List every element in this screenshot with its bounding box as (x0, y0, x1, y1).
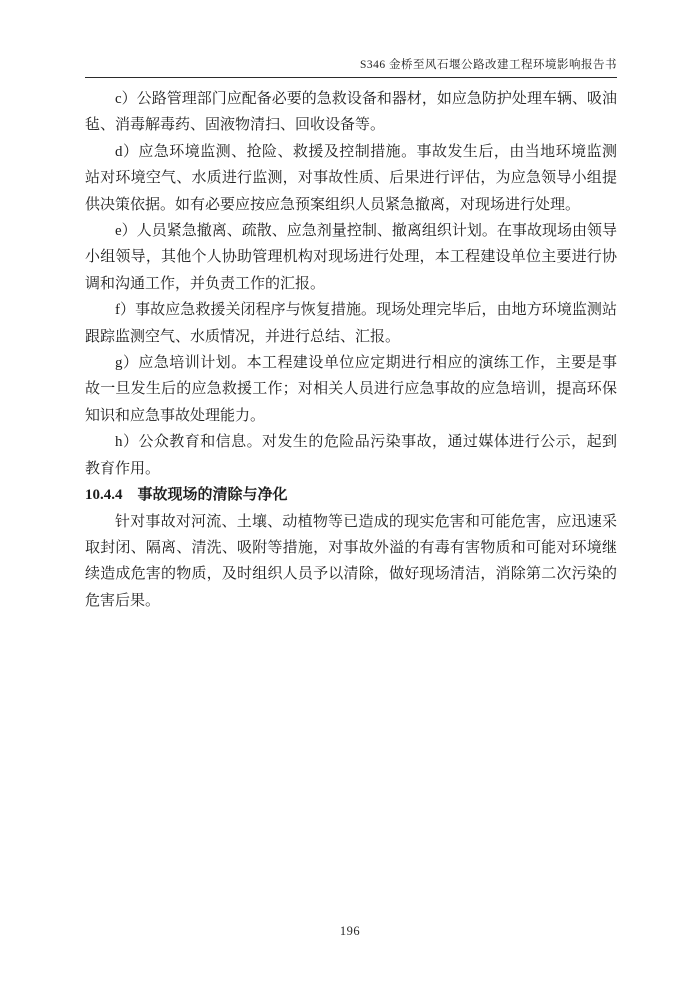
page-footer (0, 922, 700, 940)
paragraph-f: f）事故应急救援关闭程序与恢复措施。现场处理完毕后，由地方环境监测站跟踪监测空气、水质情况，并进行总结、汇报。 (85, 302, 617, 345)
header-title: S346 金桥至风石堰公路改建工程环境影响报告书 (359, 59, 617, 71)
paragraph-d: d）应急环境监测、抢险、救援及控制措施。事故发生后，由当地环境监测站对环境空气、水质进行监测，对事故性质、后果进行评估，为应急领导小组提供决策依据。如有必要应按应急预案组织人员紧急撤离，对现场进行处理。 (85, 143, 617, 213)
section-title: 事故现场的清除与净化 (137, 487, 288, 504)
section-heading-10-4-4 (85, 482, 617, 508)
paragraph-h: h）公众教育和信息。对发生的危险品污染事故，通过媒体进行公示，起到教育作用。 (85, 434, 617, 477)
paragraph-c: c）公路管理部门应配备必要的急救设备和器材，如应急防护处理车辆、吸油毡、消毒解毒药、固液物清扫、回收设备等。 (85, 91, 617, 134)
page-header (85, 0, 617, 78)
document-body (85, 86, 617, 614)
closing-paragraph: 针对事故对河流、土壤、动植物等已造成的现实危害和可能危害，应迅速采取封闭、隔离、清洗、吸附等措施，对事故外溢的有毒有害物质和可能对环境继续造成危害的物质，及时组织人员予以清除，做好现场清洁，消除第二次污染的危害后果。 (85, 513, 617, 609)
page-number: 196 (339, 924, 361, 938)
section-number: 10.4.4 (85, 487, 123, 504)
paragraph-g: g）应急培训计划。本工程建设单位应定期进行相应的演练工作，主要是事故一旦发生后的应急救援工作；对相关人员进行应急事故的应急培训，提高环保知识和应急事故处理能力。 (85, 355, 617, 424)
paragraph-e: e）人员紧急撤离、疏散、应急剂量控制、撤离组织计划。在事故现场由领导小组领导，其他个人协助管理机构对现场进行处理，本工程建设单位主要进行协调和沟通工作，并负责工作的汇报。 (85, 223, 617, 292)
